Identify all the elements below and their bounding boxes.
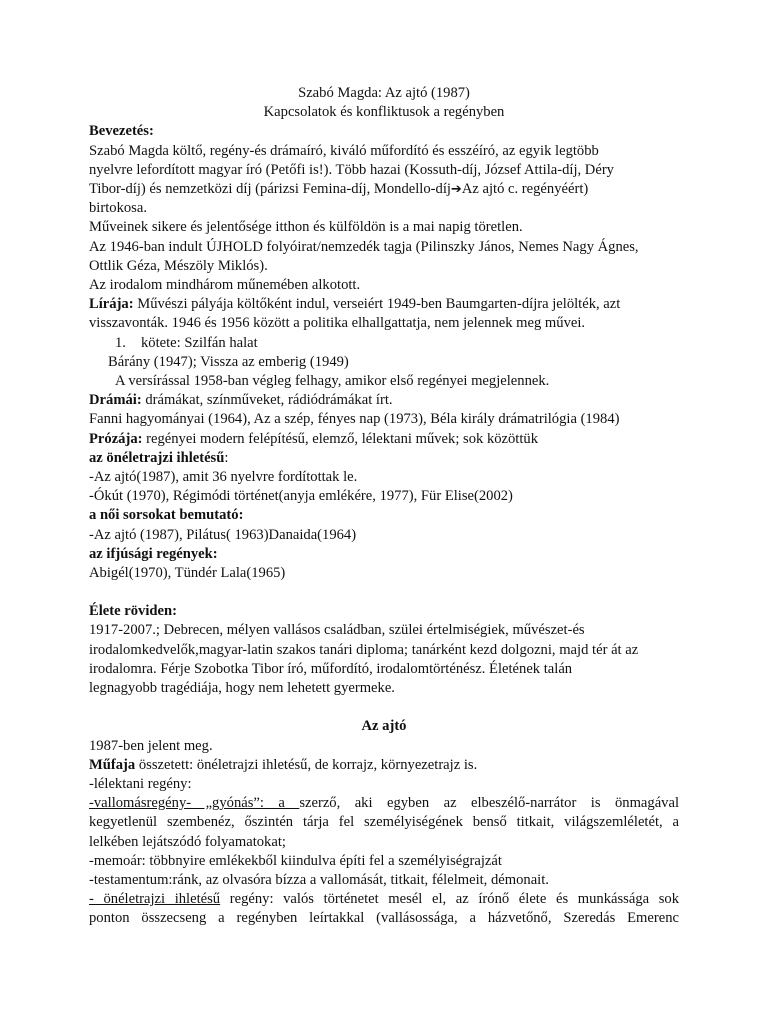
blank-line [89, 583, 679, 602]
proza-text-1: regényei modern felépítésű, elemző, lélektani művek; sok közöttük [142, 430, 539, 447]
oneletrajzi-line-2: ponton összecseng a regényben leírtakkal (vallásossága, a házvetőnő, Szeredás Emerenc [89, 910, 679, 927]
life-heading: Élete röviden: [89, 603, 177, 620]
intro-line-7: Ottlik Géza, Mészöly Miklós). [89, 257, 268, 274]
lira-line-1 [89, 295, 679, 314]
mufaja-label: Műfaja [89, 756, 136, 773]
right-arrow-icon: ➔ [450, 182, 462, 198]
vallomas-underlined: -vallomásregény- „gyónás”: a [89, 795, 300, 812]
life-line-1: 1917-2007.; Debrecen, mélyen vallásos családban, szülei értelmiségiek, művészet-és [89, 622, 585, 639]
vallomas-line-2: kegyetlenül szembenéz, őszintén tárja fel személyiségének benső titkait, világszemléletét, a [89, 814, 679, 831]
lira-text-1: Művészi pályája költőként indul, verseiért 1949-ben Baumgarten-díjra jelölték, azt [133, 296, 621, 313]
intro-line-3b: Az ajtó c. regényéért) [461, 181, 589, 198]
ajto-heading: Az ajtó [361, 718, 407, 735]
dramai-label: Drámái: [89, 392, 142, 409]
oneletrajzi-rest: regény: valós történetet mesél el, az írónő élete és munkássága sok [220, 891, 679, 908]
lira-line-bárány: Bárány (1947); Vissza az emberig (1949) [108, 353, 349, 370]
proza-heading-1: az önéletrajzi ihletésű [89, 449, 225, 466]
intro-line-4: birtokosa. [89, 200, 147, 217]
document-page [89, 84, 679, 929]
dramai-line-1 [89, 391, 679, 410]
oneletrajzi-line-1 [89, 890, 679, 909]
life-line-3: irodalomra. Férje Szobotka Tibor író, műfordító, irodalomtörténész. Életének talán [89, 660, 573, 677]
vallomas-line-3: lelkében lejátszódó folyamatokat; [89, 833, 286, 850]
intro-line-6: Az 1946-ban indult ÚJHOLD folyóirat/nemzedék tagja (Pilinszky János, Nemes Nagy Ágnes, [89, 238, 639, 255]
lira-line-2: visszavonták. 1946 és 1956 között a politika elhallgattatja, nem jelennek meg művei. [89, 315, 586, 332]
list-number: 1. [115, 334, 126, 351]
lira-line-versiras: A versírással 1958-ban végleg felhagy, amikor első regényei megjelennek. [115, 373, 550, 390]
life-line-2: irodalomkedvelők,magyar-latin szakos tanári diploma; tanárként kezd dolgozni, majd tér át az [89, 641, 639, 658]
ajto-line-1: 1987-ben jelent meg. [89, 737, 213, 754]
intro-line-1: Szabó Magda költő, regény-és drámaíró, kiváló műfordító és esszéíró, az egyik legtöbb [89, 142, 599, 159]
proza-heading-2: a női sorsokat bemutató: [89, 507, 244, 524]
intro-line-3a: Tibor-díj) és nemzetközi díj (párizsi Femina-díj, Mondello-díj [89, 181, 451, 198]
proza-line-1 [89, 430, 679, 449]
proza-heading-oneletrajzi [89, 449, 679, 468]
lira-label: Lírája: [89, 296, 134, 313]
intro-line-2: nyelvre lefordított magyar író (Petőfi is!). Több hazai (Kossuth-díj, József Attila-díj, Déry [89, 161, 614, 178]
vallomas-rest: szerző, aki egyben az elbeszélő-narrátor is önmagával [299, 795, 680, 812]
intro-line-3 [89, 180, 679, 199]
life-line-4: legnagyobb tragédiája, hogy nem lehetett gyermeke. [89, 680, 395, 697]
intro-heading: Bevezetés: [89, 123, 154, 140]
proza-heading-3: az ifjúsági regények: [89, 545, 218, 562]
dramai-text-1: drámákat, színműveket, rádiódrámákat írt. [141, 392, 393, 409]
proza-h2-line-1: -Az ajtó (1987), Pilátus( 1963)Danaida(1964) [89, 526, 357, 543]
proza-heading-1-tail: : [224, 449, 229, 466]
vallomas-line-1 [89, 794, 679, 813]
blank-line [89, 698, 679, 717]
list-item-text: kötete: Szilfán halat [141, 334, 258, 351]
document-subtitle: Kapcsolatok és konfliktusok a regényben [263, 104, 505, 121]
proza-h3-line-1: Abigél(1970), Tündér Lala(1965) [89, 565, 286, 582]
ajto-line-3: -lélektani regény: [89, 775, 192, 792]
memoar-line: -memoár: többnyire emlékekből kiindulva építi fel a személyiségrajzát [89, 852, 502, 869]
intro-line-5: Műveinek sikere és jelentősége itthon és külföldön is a mai napig töretlen. [89, 219, 523, 236]
proza-h1-line-2: -Ókút (1970), Régimódi történet(anyja emlékére, 1977), Für Elise(2002) [89, 488, 513, 505]
oneletrajzi-underlined: - önéletrajzi ihletésű [89, 891, 221, 908]
document-title: Szabó Magda: Az ajtó (1987) [298, 85, 470, 101]
lira-list-item [89, 334, 679, 353]
testamentum-line: -testamentum:ránk, az olvasóra bízza a vallomását, titkait, félelmeit, démonait. [89, 871, 549, 888]
ajto-mufaja-line [89, 756, 679, 775]
dramai-line-2: Fanni hagyományai (1964), Az a szép, fényes nap (1973), Béla király drámatrilógia (1984) [89, 411, 620, 428]
proza-label: Prózája: [89, 430, 143, 447]
proza-h1-line-1: -Az ajtó(1987), amit 36 nyelvre fordítottak le. [89, 469, 358, 486]
mufaja-text: összetett: önéletrajzi ihletésű, de korrajz, környezetrajz is. [135, 756, 478, 773]
intro-line-8: Az irodalom mindhárom műnemében alkotott. [89, 277, 361, 294]
